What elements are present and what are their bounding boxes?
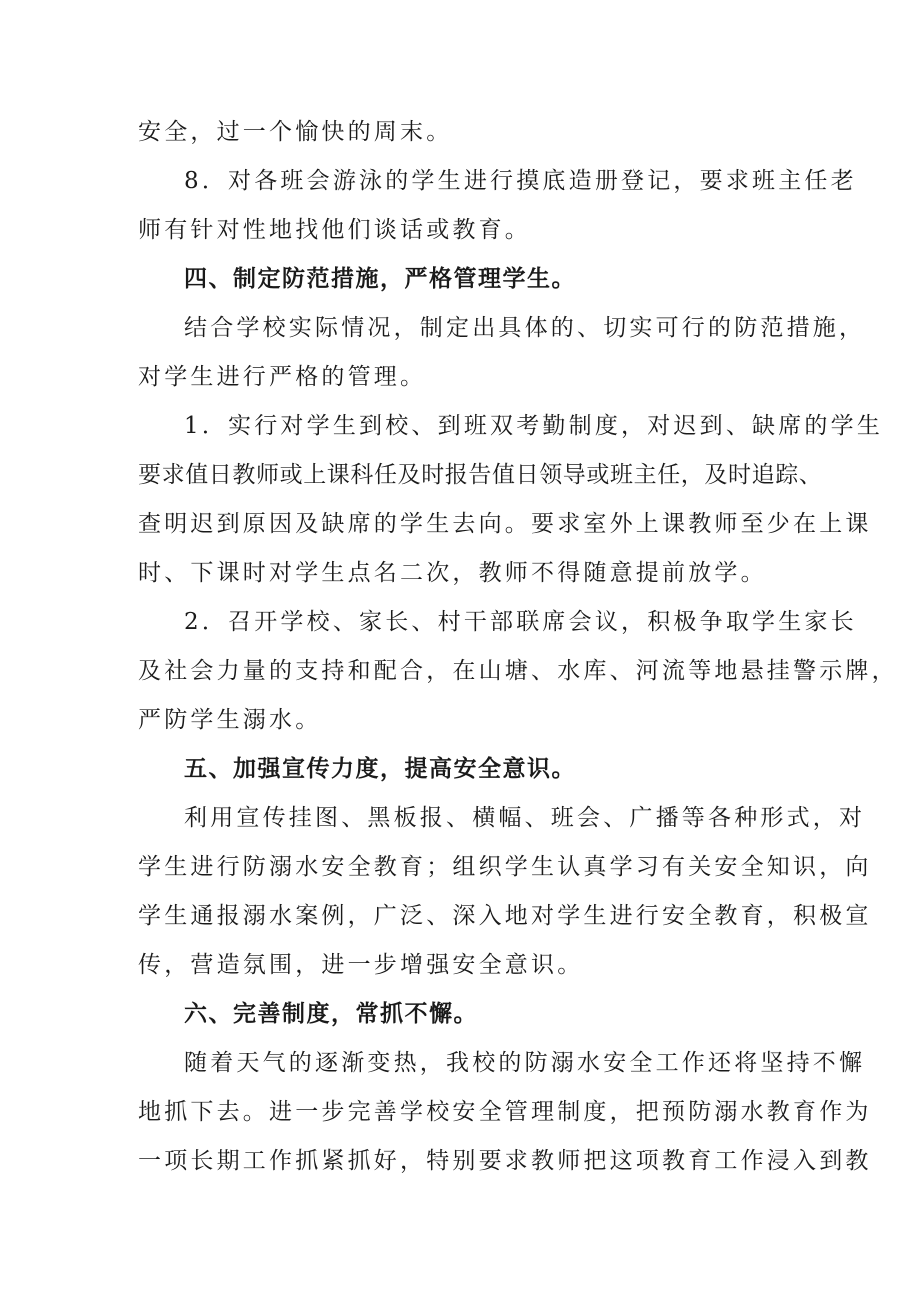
text-line: 随着天气的逐渐变热，我校的防溺水安全工作还将坚持不懈: [184, 1050, 866, 1076]
text-line: 安全，过一个愉快的周末。: [138, 119, 453, 145]
text-line: 2．召开学校、家长、村干部联席会议，积极争取学生家长: [184, 609, 857, 635]
text-line: 1．实行对学生到校、到班双考勤制度，对迟到、缺席的学生: [184, 413, 884, 439]
text-line: 师有针对性地找他们谈话或教育。: [138, 217, 531, 243]
text-line: 学生通报溺水案例，广泛、深入地对学生进行安全教育，积极宣: [138, 903, 872, 929]
text-line: 及社会力量的支持和配合，在山塘、水库、河流等地悬挂警示牌，: [138, 658, 898, 684]
text-line: 时、下课时对学生点名二次，教师不得随意提前放学。: [138, 560, 767, 586]
text-line: 一项长期工作抓紧抓好，特别要求教师把这项教育工作浸入到教: [138, 1148, 872, 1174]
text-line: 8．对各班会游泳的学生进行摸底造册登记，要求班主任老: [184, 168, 857, 194]
section-heading: 四、制定防范措施，严格管理学生。: [184, 266, 576, 292]
section-heading: 五、加强宣传力度，提高安全意识。: [184, 756, 576, 782]
text-line: 查明迟到原因及缺席的学生去向。要求室外上课教师至少在上课: [138, 511, 872, 537]
text-line: 传，营造氛围，进一步增强安全意识。: [138, 952, 584, 978]
text-line: 利用宣传挂图、黑板报、横幅、班会、广播等各种形式，对: [184, 805, 866, 831]
section-heading: 六、完善制度，常抓不懈。: [184, 1001, 478, 1027]
text-line: 地抓下去。进一步完善学校安全管理制度，把预防溺水教育作为: [138, 1099, 872, 1125]
text-line: 结合学校实际情况，制定出具体的、切实可行的防范措施，: [184, 315, 866, 341]
text-line: 严防学生溺水。: [138, 707, 322, 733]
text-line: 学生进行防溺水安全教育；组织学生认真学习有关安全知识，向: [138, 854, 872, 880]
text-line: 要求值日教师或上课科任及时报告值日领导或班主任，及时追踪、: [138, 462, 823, 488]
text-line: 对学生进行严格的管理。: [138, 364, 427, 390]
